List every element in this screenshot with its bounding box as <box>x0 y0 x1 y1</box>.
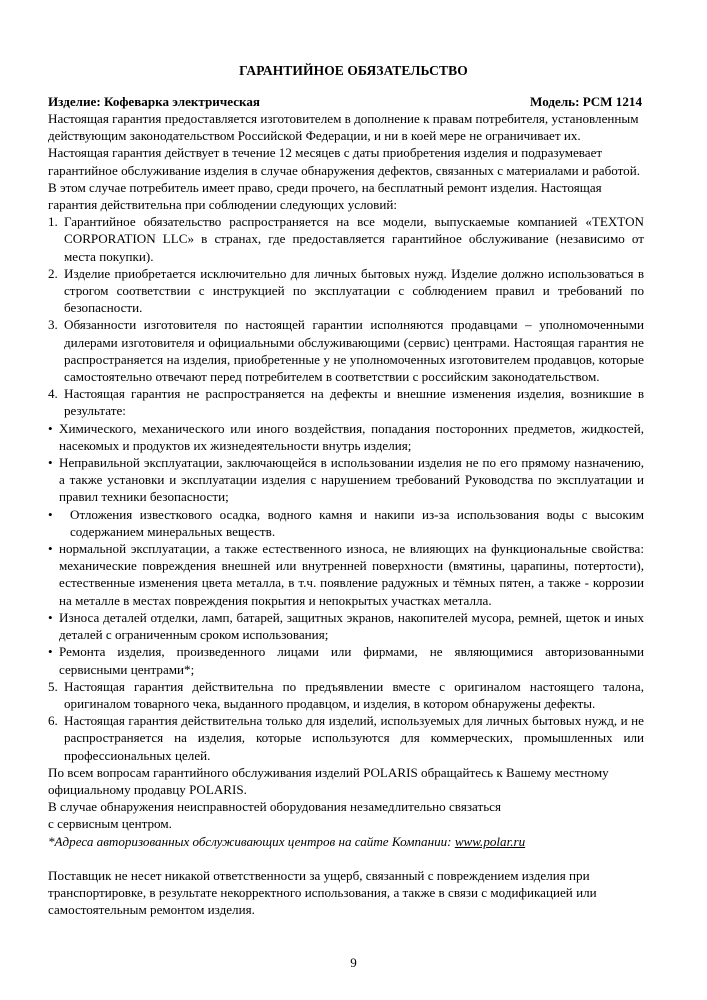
intro-paragraph-1: Настоящая гарантия предоставляется изготовителем в дополнение к правам потребителя, установленным действующим законодательством Российской Федерации, и ни в коей мере не ограничивает их. <box>48 111 639 144</box>
bullet-icon: • <box>48 541 53 557</box>
condition-item <box>48 213 644 265</box>
document-title: ГАРАНТИЙНОЕ ОБЯЗАТЕЛЬСТВО <box>239 63 468 78</box>
condition-text: Гарантийное обязательство распространяется на все модели, выпускаемые компанией «TEXTON CORPORATION LLC» в странах, где предоставляется гарантийное обслуживание (независимо от места покупки). <box>64 214 644 264</box>
exclusion-bullet <box>48 420 644 454</box>
spacer <box>48 850 644 867</box>
bullet-icon: • <box>48 644 53 660</box>
service-note-text: *Адреса авторизованных обслуживающих центров на сайте Компании: <box>48 833 455 849</box>
bullet-text: Износа деталей отделки, ламп, батарей, защитных экранов, накопителей мусора, ремней, щеток и иных деталей с ограниченным сроком использования; <box>59 609 644 643</box>
model-label: Модель: PCM 1214 <box>530 94 642 109</box>
polaris-note: По всем вопросам гарантийного обслуживания изделий POLARIS обращайтесь к Вашему местному официальному продавцу POLARIS. <box>48 764 609 797</box>
condition-number: 3. <box>48 317 58 333</box>
condition-item <box>48 385 644 419</box>
condition-item <box>48 265 644 317</box>
bullet-icon: • <box>48 506 53 522</box>
bullet-text: Химического, механического или иного воздействия, попадания посторонних предметов, жидкостей, насекомых и продуктов их жизнедеятельности внутрь изделия; <box>59 420 644 453</box>
page-number: 9 <box>350 955 357 970</box>
exclusion-bullet <box>48 506 644 540</box>
bullet-icon: • <box>48 609 53 625</box>
condition-number: 4. <box>48 386 58 402</box>
condition-number: 2. <box>48 265 58 281</box>
bullet-text: нормальной эксплуатации, а также естественного износа, не влияющих на функциональные свойства: механические повреждения внешней или внутренней поверхности (вмятины, царапины, потертости), естественные изменения цвета металла, в т.ч. появление радужных и тёмных пятен, а также - коррозии на металле в местах повреждения покрытия и непокрытых участках металла. <box>59 541 644 608</box>
exclusion-bullet <box>48 609 644 643</box>
bullet-icon: • <box>48 420 53 436</box>
condition-text: Изделие приобретается исключительно для личных бытовых нужд. Изделие должно использоваться в строгом соответствии с инструкцией по эксплуатации с соблюдением правил и требований по безопасности. <box>64 265 644 316</box>
bullet-text: Отложения известкового осадка, водного камня и накипи из-за использования воды с высоким содержанием минеральных веществ. <box>70 506 644 539</box>
service-centers-note <box>48 833 644 850</box>
condition-item <box>48 712 644 764</box>
condition-text: Настоящая гарантия действительна только для изделий, используемых для личных бытовых нужд, и не распространяется на изделия, которые используются для коммерческих, промышленных или профессиональных целей. <box>64 713 644 763</box>
product-label: Изделие: Кофеварка электрическая <box>48 94 260 109</box>
condition-item <box>48 678 644 712</box>
bullet-text: Неправильной эксплуатации, заключающейся в использовании изделия не по его прямому назначению, а также установки и эксплуатации изделия с нарушением требований Руководства по эксплуатации и правил техники безопасности; <box>59 455 644 505</box>
condition-text: Настоящая гарантия действительна по предъявлении вместе с оригиналом настоящего талона, оригиналом товарного чека, выданного продавцом, и изделия, в котором обнаружены дефекты. <box>64 678 644 711</box>
website-link[interactable]: www.polar.ru <box>454 833 526 849</box>
defect-note-line-2: с сервисным центром. <box>48 816 172 832</box>
condition-number: 6. <box>48 713 58 729</box>
condition-item <box>48 316 644 385</box>
defect-note-line-1: В случае обнаружения неисправностей оборудования незамедлительно связаться <box>48 799 502 815</box>
exclusion-bullet <box>48 540 644 609</box>
condition-number: 5. <box>48 678 58 694</box>
condition-text: Обязанности изготовителя по настоящей гарантии исполняются продавцами – уполномоченными дилерами изготовителя и официальными обслуживающими (сервис) центрами. Настоящая гарантия не распространяется на изделия, приобретенные у не уполномоченных изготовителем продавцов, которые самостоятельно отвечают перед потребителем в соответствии с российским законодательством. <box>64 317 644 385</box>
bullet-icon: • <box>48 455 53 471</box>
document-body <box>48 110 644 918</box>
exclusion-bullet <box>48 454 644 506</box>
liability-note: Поставщик не несет никакой ответственности за ущерб, связанный с повреждением изделия при транспортировке, в результате некорректного использования, а также в связи с модификацией или самостоятельным ремонтом изделия. <box>48 867 597 918</box>
condition-number: 1. <box>48 214 58 230</box>
product-header <box>48 93 642 110</box>
exclusion-bullet <box>48 643 644 677</box>
intro-paragraph-2: Настоящая гарантия действует в течение 12 месяцев с даты приобретения изделия и подразумевает гарантийное обслуживание изделия в случае обнаружения дефектов, связанных с материалами и работой. В этом случае потребитель имеет право, среди прочего, на бесплатный ремонт изделия. Настоящая гарантия действительна при соблюдении следующих условий: <box>48 145 640 213</box>
condition-text: Настоящая гарантия не распространяется на дефекты и внешние изменения изделия, возникшие в результате: <box>64 386 644 419</box>
bullet-text: Ремонта изделия, произведенного лицами или фирмами, не являющимися авторизованными сервисными центрами*; <box>59 644 644 677</box>
